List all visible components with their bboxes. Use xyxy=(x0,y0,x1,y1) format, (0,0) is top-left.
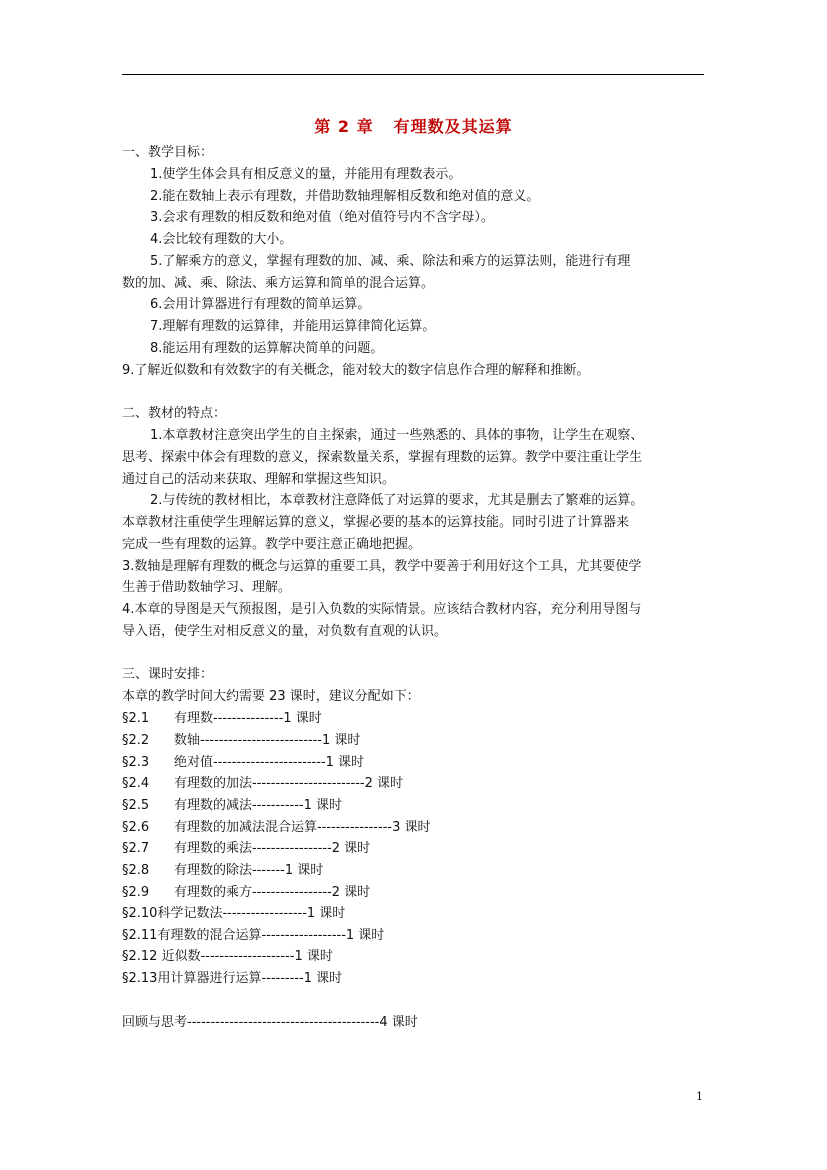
leader-dashes: ------- xyxy=(252,863,285,878)
feature-line: 生善于借助数轴学习、理解。 xyxy=(122,580,292,595)
leader-dashes: -------------------- xyxy=(200,949,295,964)
section-heading-goals: 一、教学目标： xyxy=(122,145,214,160)
schedule-row xyxy=(122,838,370,860)
section-number: §2.5 xyxy=(122,798,150,813)
feature-line: 完成一些有理数的运算。教学中要注意正确地把握。 xyxy=(122,537,422,552)
section-number: §2.4 xyxy=(122,776,150,791)
chapter-title xyxy=(0,114,827,137)
schedule-row xyxy=(122,968,342,990)
leader-dashes: ------------------ xyxy=(222,906,307,921)
goal-item-continued: 数的加、减、乘、除法、乘方运算和简单的混合运算。 xyxy=(122,276,435,291)
lesson-name: 有理数 xyxy=(174,711,214,726)
section-number: §2.13 xyxy=(122,971,158,986)
leader-dashes: ------------------------ xyxy=(252,776,365,791)
lesson-hours: 2 课时 xyxy=(364,776,404,791)
schedule-row xyxy=(122,795,342,817)
review-name: 回顾与思考 xyxy=(122,1015,188,1030)
lesson-hours: 1 课时 xyxy=(325,755,365,770)
lesson-hours: 1 课时 xyxy=(284,863,324,878)
lesson-hours: 2 课时 xyxy=(331,841,371,856)
lesson-name: 用计算器进行运算 xyxy=(157,971,262,986)
lesson-name: 有理数的减法 xyxy=(174,798,253,813)
lesson-name: 有理数的加法 xyxy=(174,776,253,791)
section-number: §2.12 xyxy=(122,949,158,964)
leader-dashes: --------------- xyxy=(213,711,284,726)
lesson-name: 有理数的乘法 xyxy=(174,841,253,856)
feature-line: 2.与传统的教材相比，本章教材注意降低了对运算的要求，尤其是删去了繁难的运算。 xyxy=(150,493,644,508)
lesson-name: 数轴 xyxy=(174,733,201,748)
feature-line: 思考、探索中体会有理数的意义，探索数量关系，掌握有理数的运算。教学中要注重让学生 xyxy=(122,450,643,465)
schedule-row xyxy=(122,730,360,752)
lesson-hours: 3 课时 xyxy=(392,820,431,835)
feature-line: 本章教材注重使学生理解运算的意义，掌握必要的基本的运算技能。同时引进了计算器来 xyxy=(122,515,630,530)
goal-item: 4.会比较有理数的大小。 xyxy=(150,232,293,247)
lesson-hours: 1 课时 xyxy=(283,711,322,726)
leader-dashes: ---------------- xyxy=(317,820,393,835)
schedule-row xyxy=(122,882,370,904)
goal-item: 2.能在数轴上表示有理数，并借助数轴理解相反数和绝对值的意义。 xyxy=(150,189,540,204)
section-number: §2.9 xyxy=(122,885,150,900)
schedule-row xyxy=(122,817,430,839)
section-number: §2.8 xyxy=(122,863,150,878)
section-number: §2.10 xyxy=(122,906,158,921)
lesson-name: 绝对值 xyxy=(174,755,214,770)
schedule-row xyxy=(122,708,322,730)
section-heading-features: 二、教材的特点： xyxy=(122,406,227,421)
goal-item: 6.会用计算器进行有理数的简单运算。 xyxy=(150,297,371,312)
leader-dashes: ------------------ xyxy=(261,928,346,943)
lesson-hours: 1 课时 xyxy=(321,733,361,748)
section-number: §2.1 xyxy=(122,711,150,726)
lesson-hours: 2 课时 xyxy=(331,885,371,900)
lesson-hours: 1 课时 xyxy=(306,906,346,921)
review-hours: 4 课时 xyxy=(379,1015,418,1030)
goal-item: 5.了解乘方的意义，掌握有理数的加、减、乘、除法和乘方的运算法则，能进行有理 xyxy=(150,254,631,269)
lesson-name: 有理数的乘方 xyxy=(174,885,253,900)
schedule-row xyxy=(122,752,364,774)
lesson-name: 近似数 xyxy=(161,949,201,964)
schedule-intro: 本章的教学时间大约需要 23 课时，建议分配如下： xyxy=(122,689,420,704)
goal-item: 9.了解近似数和有效数字的有关概念，能对较大的数字信息作合理的解释和推断。 xyxy=(122,363,590,378)
section-number: §2.11 xyxy=(122,928,158,943)
feature-line: 4.本章的导图是天气预报图，是引入负数的实际情景。应该结合教材内容，充分利用导图与 xyxy=(122,602,642,617)
schedule-row xyxy=(122,860,323,882)
lesson-hours: 1 课时 xyxy=(303,798,343,813)
feature-line: 3.数轴是理解有理数的概念与运算的重要工具，教学中要善于利用好这个工具，尤其要使学 xyxy=(122,559,642,574)
lesson-name: 有理数的加减法混合运算 xyxy=(174,820,318,835)
schedule-row xyxy=(122,903,345,925)
goal-item: 1.使学生体会具有相反意义的量，并能用有理数表示。 xyxy=(150,167,462,182)
section-number: §2.2 xyxy=(122,733,150,748)
goal-item: 7.理解有理数的运算律，并能用运算律简化运算。 xyxy=(150,319,436,334)
section-heading-schedule: 三、课时安排： xyxy=(122,667,214,682)
leader-dashes: ------------------------ xyxy=(213,755,326,770)
goal-item: 8.能运用有理数的运算解决简单的问题。 xyxy=(150,341,384,356)
page-number: 1 xyxy=(696,1090,703,1103)
schedule-row xyxy=(122,946,333,968)
feature-line: 导入语，使学生对相反意义的量，对负数有直观的认识。 xyxy=(122,624,448,639)
chapter-name: 有理数及其运算 xyxy=(393,117,513,136)
lesson-name: 有理数的除法 xyxy=(174,863,253,878)
feature-line: 1.本章教材注意突出学生的自主探索，通过一些熟悉的、具体的事物，让学生在观察、 xyxy=(150,428,644,443)
leader-dashes: ----------------------------------------- xyxy=(187,1015,380,1030)
leader-dashes: -------------------------- xyxy=(200,733,322,748)
lesson-hours: 1 课时 xyxy=(345,928,385,943)
header-rule xyxy=(122,74,704,75)
review-row xyxy=(122,1012,418,1034)
leader-dashes: ----------------- xyxy=(252,841,332,856)
feature-line: 通过自己的活动来获取、理解和掌握这些知识。 xyxy=(122,472,396,487)
lesson-name: 有理数的混合运算 xyxy=(157,928,262,943)
section-number: §2.7 xyxy=(122,841,150,856)
lesson-hours: 1 课时 xyxy=(303,971,343,986)
lesson-name: 科学记数法 xyxy=(157,906,223,921)
lesson-hours: 1 课时 xyxy=(294,949,333,964)
chapter-number: 第 2 章 xyxy=(314,117,374,136)
section-number: §2.6 xyxy=(122,820,150,835)
schedule-row xyxy=(122,773,403,795)
leader-dashes: --------- xyxy=(261,971,304,986)
leader-dashes: ----------- xyxy=(252,798,304,813)
section-number: §2.3 xyxy=(122,755,150,770)
schedule-row xyxy=(122,925,384,947)
goal-item: 3.会求有理数的相反数和绝对值（绝对值符号内不含字母）。 xyxy=(150,210,494,225)
leader-dashes: ----------------- xyxy=(252,885,332,900)
